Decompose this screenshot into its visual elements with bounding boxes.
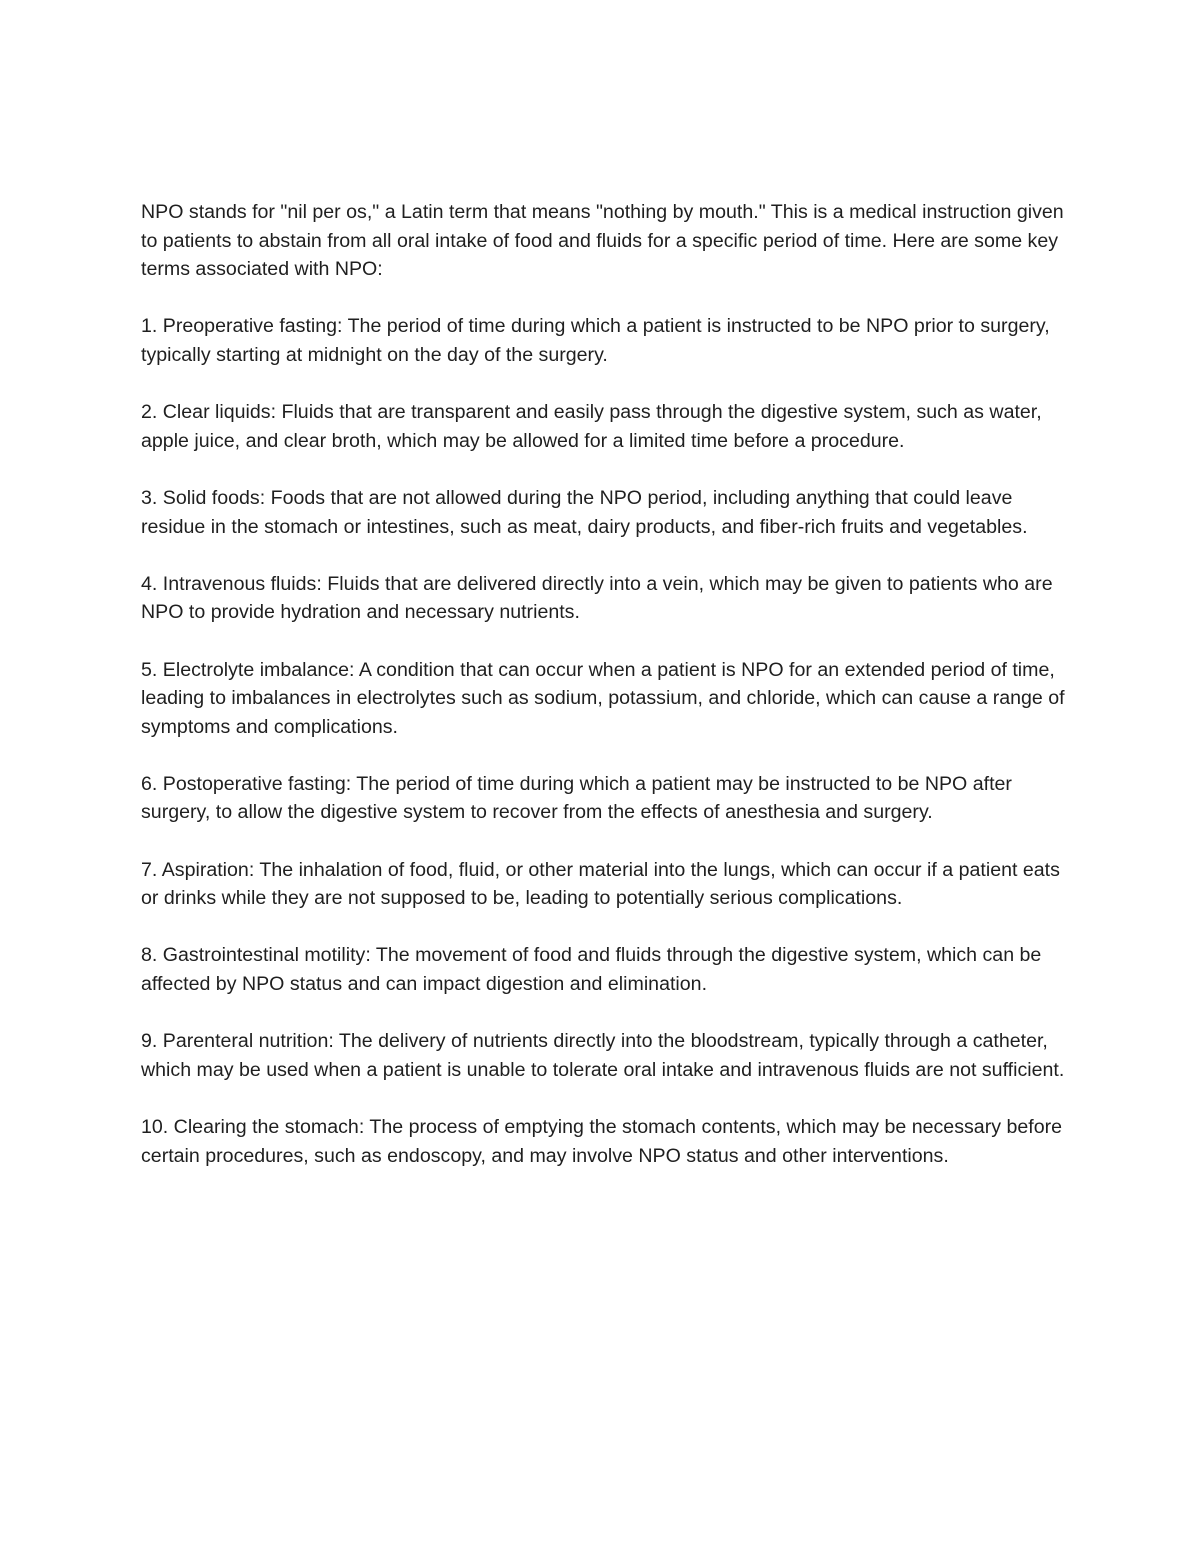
- list-item: 9. Parenteral nutrition: The delivery of nutrients directly into the bloodstream, typically through a catheter, which may be used when a patient is unable to tolerate oral intake and intravenous fluids are not sufficient.: [141, 1030, 1065, 1081]
- intro-paragraph: NPO stands for "nil per os," a Latin term that means "nothing by mouth." This is a medical instruction given to patients to abstain from all oral intake of food and fluids for a specific period of time. Here are some key terms associated with NPO:: [141, 201, 1064, 281]
- document-body: [141, 198, 1066, 1199]
- list-item: 2. Clear liquids: Fluids that are transparent and easily pass through the digestive system, such as water, apple juice, and clear broth, which may be allowed for a limited time before a procedure.: [141, 401, 1042, 452]
- list-item: 3. Solid foods: Foods that are not allowed during the NPO period, including anything that could leave residue in the stomach or intestines, such as meat, dairy products, and fiber-rich fruits and vegetables.: [141, 486, 1028, 538]
- list-item: 7. Aspiration: The inhalation of food, fluid, or other material into the lungs, which can occur if a patient eats or drinks while they are not supposed to be, leading to potentially serious complications.: [141, 858, 1060, 910]
- list-item: 4. Intravenous fluids: Fluids that are delivered directly into a vein, which may be given to patients who are NPO to provide hydration and necessary nutrients.: [141, 572, 1053, 624]
- list-item: 1. Preoperative fasting: The period of time during which a patient is instructed to be NPO prior to surgery, typically starting at midnight on the day of the surgery.: [141, 315, 1050, 366]
- list-item: 10. Clearing the stomach: The process of emptying the stomach contents, which may be necessary before certain procedures, such as endoscopy, and may involve NPO status and other interventions.: [141, 1116, 1063, 1167]
- list-item: 6. Postoperative fasting: The period of time during which a patient may be instructed to be NPO after surgery, to allow the digestive system to recover from the effects of anesthesia and surgery.: [141, 772, 1012, 824]
- list-item: 8. Gastrointestinal motility: The movement of food and fluids through the digestive system, which can be affected by NPO status and can impact digestion and elimination.: [141, 944, 1042, 996]
- list-item: 5. Electrolyte imbalance: A condition that can occur when a patient is NPO for an extended period of time, leading to imbalances in electrolytes such as sodium, potassium, and chloride, which can cause a range of symptoms and complications.: [141, 658, 1065, 738]
